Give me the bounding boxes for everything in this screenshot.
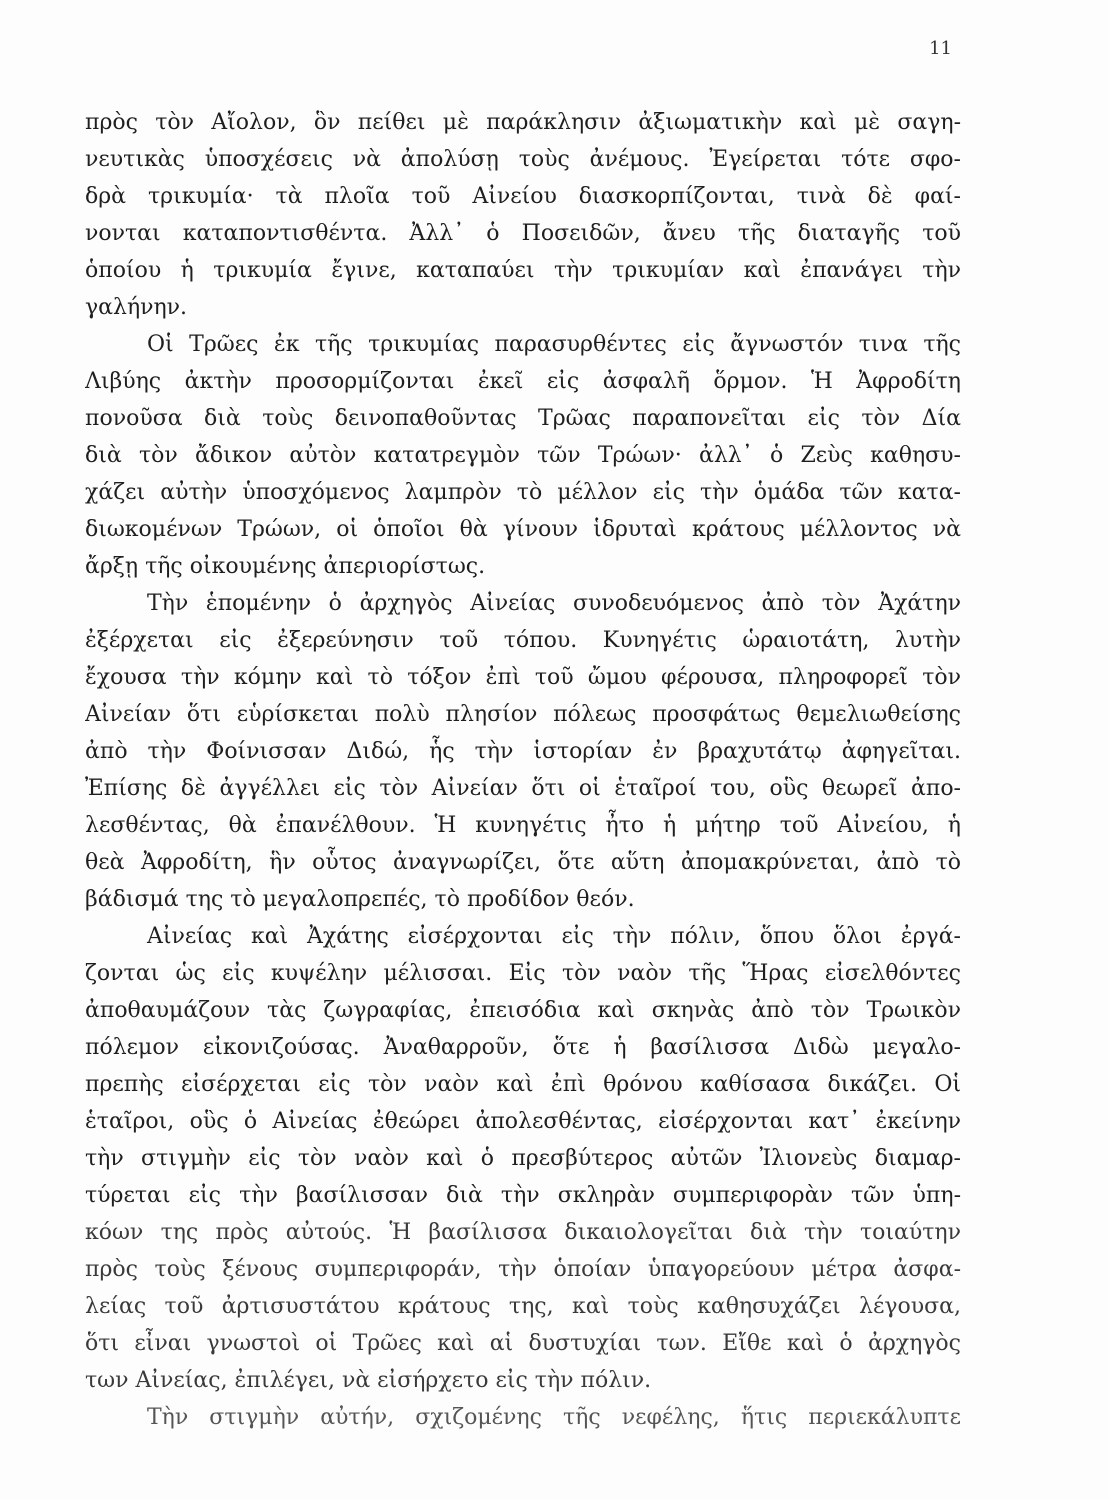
page-number: 11 xyxy=(929,38,952,59)
text-line: ὅτι εἶναι γνωστοὶ οἱ Τρῶες καὶ αἱ δυστυχίαι των. Εἴθε καὶ ὁ ἀρχηγὸς xyxy=(85,1331,961,1356)
text-line: ἑταῖροι, οὓς ὁ Αἰνείας ἐθεώρει ἀπολεσθέντας, εἰσέρχονται κατ᾽ ἐκείνην xyxy=(85,1109,961,1134)
text-line: Ἐπίσης δὲ ἀγγέλλει εἰς τὸν Αἰνείαν ὅτι οἱ ἑταῖροί του, οὓς θεωρεῖ ἀπο- xyxy=(85,776,961,801)
text-line: λείας τοῦ ἀρτισυστάτου κράτους της, καὶ τοὺς καθησυχάζει λέγουσα, xyxy=(85,1294,961,1319)
paragraph xyxy=(85,585,961,918)
text-line: ἀπὸ τὴν Φοίνισσαν Διδώ, ἧς τὴν ἱστορίαν ἐν βραχυτάτῳ ἀφηγεῖται. xyxy=(85,739,961,764)
text-line: νονται καταποντισθέντα. Ἀλλ᾽ ὁ Ποσειδῶν, ἄνευ τῆς διαταγῆς τοῦ xyxy=(85,221,961,246)
text-line: Αἰνείαν ὅτι εὑρίσκεται πολὺ πλησίον πόλεως προσφάτως θεμελιωθείσης xyxy=(85,702,961,727)
page-text-body xyxy=(85,104,961,1436)
text-line: πονοῦσα διὰ τοὺς δεινοπαθοῦντας Τρῶας παραπονεῖται εἰς τὸν Δία xyxy=(85,406,961,431)
text-line: Οἱ Τρῶες ἐκ τῆς τρικυμίας παρασυρθέντες εἰς ἄγνωστόν τινα τῆς xyxy=(147,332,961,357)
text-line: διὰ τὸν ἄδικον αὐτὸν κατατρεγμὸν τῶν Τρώων· ἀλλ᾽ ὁ Ζεὺς καθησυ- xyxy=(85,443,961,468)
text-line: ἐξέρχεται εἰς ἐξερεύνησιν τοῦ τόπου. Κυνηγέτις ὡραιοτάτη, λυτὴν xyxy=(85,628,961,653)
paragraph xyxy=(85,918,961,1399)
text-line: ἄρξῃ τῆς οἰκουμένης ἀπεριορίστως. xyxy=(85,554,486,579)
text-line: τύρεται εἰς τὴν βασίλισσαν διὰ τὴν σκληρὰν συμπεριφορὰν τῶν ὑπη- xyxy=(85,1183,961,1208)
text-line: θεὰ Ἀφροδίτη, ἣν οὗτος ἀναγνωρίζει, ὅτε αὕτη ἀπομακρύνεται, ἀπὸ τὸ xyxy=(85,850,961,875)
text-line: τὴν στιγμὴν εἰς τὸν ναὸν καὶ ὁ πρεσβύτερος αὐτῶν Ἰλιονεὺς διαμαρ- xyxy=(85,1146,961,1171)
text-line: Αἰνείας καὶ Ἀχάτης εἰσέρχονται εἰς τὴν πόλιν, ὅπου ὅλοι ἐργά- xyxy=(147,924,961,949)
text-line: διωκομένων Τρώων, οἱ ὁποῖοι θὰ γίνουν ἱδρυταὶ κράτους μέλλοντος νὰ xyxy=(85,517,961,542)
text-line: ἔχουσα τὴν κόμην καὶ τὸ τόξον ἐπὶ τοῦ ὤμου φέρουσα, πληροφορεῖ τὸν xyxy=(85,665,961,690)
text-line: δρὰ τρικυμία· τὰ πλοῖα τοῦ Αἰνείου διασκορπίζονται, τινὰ δὲ φαί- xyxy=(85,184,961,209)
paragraph xyxy=(85,326,961,585)
text-line: των Αἰνείας, ἐπιλέγει, νὰ εἰσήρχετο εἰς τὴν πόλιν. xyxy=(85,1368,652,1393)
text-line: Τὴν στιγμὴν αὐτήν, σχιζομένης τῆς νεφέλης, ἥτις περιεκάλυπτε xyxy=(147,1405,961,1430)
text-line: γαλήνην. xyxy=(85,295,188,320)
text-line: Τὴν ἑπομένην ὁ ἀρχηγὸς Αἰνείας συνοδευόμενος ἀπὸ τὸν Ἀχάτην xyxy=(147,591,961,616)
text-line: λεσθέντας, θὰ ἐπανέλθουν. Ἡ κυνηγέτις ἦτο ἡ μήτηρ τοῦ Αἰνείου, ἡ xyxy=(85,813,961,838)
text-line: ὁποίου ἡ τρικυμία ἔγινε, καταπαύει τὴν τρικυμίαν καὶ ἐπανάγει τὴν xyxy=(85,258,961,283)
paragraph xyxy=(85,1399,961,1436)
text-line: ἀποθαυμάζουν τὰς ζωγραφίας, ἐπεισόδια καὶ σκηνὰς ἀπὸ τὸν Τρωικὸν xyxy=(85,998,961,1023)
text-line: ζονται ὡς εἰς κυψέλην μέλισσαι. Εἰς τὸν ναὸν τῆς Ἥρας εἰσελθόντες xyxy=(85,961,961,986)
text-line: πρὸς τοὺς ξένους συμπεριφοράν, τὴν ὁποίαν ὑπαγορεύουν μέτρα ἀσφα- xyxy=(85,1257,961,1282)
paragraph xyxy=(85,104,961,326)
text-line: πρεπὴς εἰσέρχεται εἰς τὸν ναὸν καὶ ἐπὶ θρόνου καθίσασα δικάζει. Οἱ xyxy=(85,1072,961,1097)
text-line: βάδισμά της τὸ μεγαλοπρεπές, τὸ προδίδον θεόν. xyxy=(85,887,635,912)
text-line: νευτικὰς ὑποσχέσεις νὰ ἀπολύσῃ τοὺς ἀνέμους. Ἐγείρεται τότε σφο- xyxy=(85,147,961,172)
text-line: πόλεμον εἰκονιζούσας. Ἀναθαρροῦν, ὅτε ἡ βασίλισσα Διδὼ μεγαλο- xyxy=(85,1035,961,1060)
text-line: Λιβύης ἀκτὴν προσορμίζονται ἐκεῖ εἰς ἀσφαλῆ ὅρμον. Ἡ Ἀφροδίτη xyxy=(85,369,961,394)
text-line: κόων της πρὸς αὐτούς. Ἡ βασίλισσα δικαιολογεῖται διὰ τὴν τοιαύτην xyxy=(85,1220,961,1245)
text-line: πρὸς τὸν Αἴολον, ὃν πείθει μὲ παράκλησιν ἀξιωματικὴν καὶ μὲ σαγη- xyxy=(85,110,961,135)
text-line: χάζει αὐτὴν ὑποσχόμενος λαμπρὸν τὸ μέλλον εἰς τὴν ὁμάδα τῶν κατα- xyxy=(85,480,961,505)
